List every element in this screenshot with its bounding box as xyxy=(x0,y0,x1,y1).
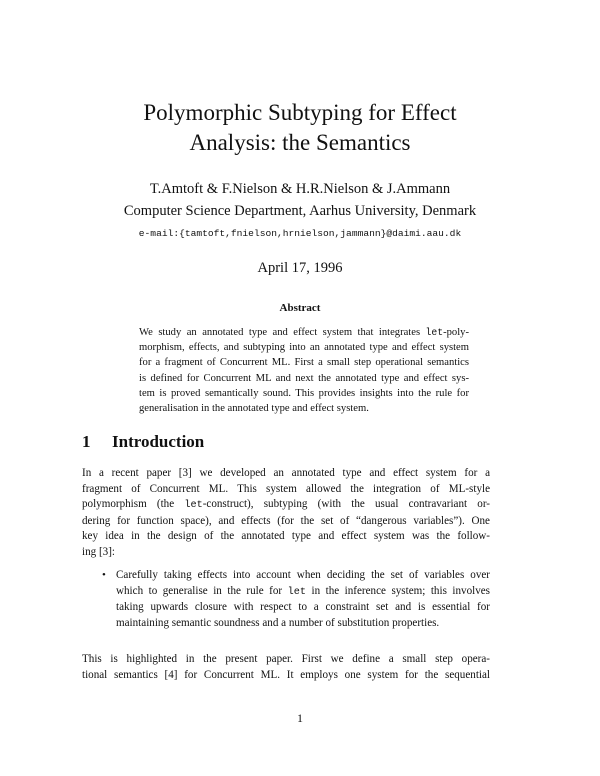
intro-line: dering for function space), and effects (for the set of “dangerous variables”). One xyxy=(82,514,490,527)
abstract-body xyxy=(139,325,469,416)
intro-line: key idea in the design of the annotated type and effect system was the follow- xyxy=(82,530,490,543)
code-let: let xyxy=(184,499,203,512)
code-let: let xyxy=(425,327,444,338)
abstract-text: -poly- xyxy=(443,327,469,338)
title-line-1: Polymorphic Subtyping for Effect xyxy=(143,100,457,125)
bullet-line: Carefully taking effects into account when deciding the set of variables over xyxy=(116,569,490,581)
bullet-item xyxy=(102,568,490,631)
email-address: e-mail:{tamtoft,fnielson,hrnielson,jammann}@daimi.aau.dk xyxy=(138,228,462,239)
affiliation: Computer Science Department, Aarhus University, Denmark xyxy=(123,203,477,219)
abstract-text: We study an annotated type and effect system that integrates xyxy=(139,327,426,338)
bullet-line xyxy=(102,584,490,601)
abstract-line: is defined for Concurrent ML and next the annotated type and effect sys- xyxy=(139,372,469,384)
author-list: T.Amtoft & F.Nielson & H.R.Nielson & J.Ammann xyxy=(149,181,451,197)
abstract-line xyxy=(139,325,469,340)
code-let: let xyxy=(287,585,306,598)
paragraph-line: This is highlighted in the present paper. First we define a small step opera- xyxy=(82,653,490,665)
bullet-text: which to generalise in the rule for xyxy=(116,584,288,597)
intro-line: In a recent paper [3] we developed an annotated type and effect system for a xyxy=(82,467,490,479)
bullet-text: in the inference system; this involves xyxy=(305,584,490,597)
paper-title xyxy=(60,98,540,158)
title-line-2: Analysis: the Semantics xyxy=(189,130,411,155)
bullet-line: taking upwards closure with respect to a constraint set and is essential for xyxy=(116,601,490,614)
section-number: 1 xyxy=(82,432,91,451)
intro-text: polymorphism (the xyxy=(82,498,185,511)
section-heading xyxy=(82,432,204,452)
intro-text: -construct), subtyping (with the usual contravariant or- xyxy=(202,498,490,511)
bullet-marker: • xyxy=(102,569,106,581)
paragraph-line: tional semantics [4] for Concurrent ML. It employs one system for the sequential xyxy=(82,668,490,681)
intro-line: ing [3]: xyxy=(82,545,115,558)
abstract-line: generalisation in the annotated type and effect system. xyxy=(139,403,369,415)
abstract-heading: Abstract xyxy=(279,302,321,314)
abstract-line: tem is proved semantically sound. This provides insights into the rule for xyxy=(139,387,469,399)
page-number: 1 xyxy=(297,711,303,725)
bullet-line: maintaining semantic soundness and a number of substitution properties. xyxy=(116,616,440,629)
continuation-paragraph xyxy=(82,652,490,683)
section-title: Introduction xyxy=(112,432,205,451)
intro-paragraph xyxy=(82,466,490,561)
intro-line xyxy=(82,497,490,514)
abstract-line: morphism, effects, and subtyping into an annotated type and effect system xyxy=(139,342,469,354)
abstract-line: for a fragment of Concurrent ML. First a small step operational semantics xyxy=(139,357,469,369)
publication-date: April 17, 1996 xyxy=(257,260,343,276)
intro-line: fragment of Concurrent ML. This system allowed the integration of ML-style xyxy=(82,482,490,495)
